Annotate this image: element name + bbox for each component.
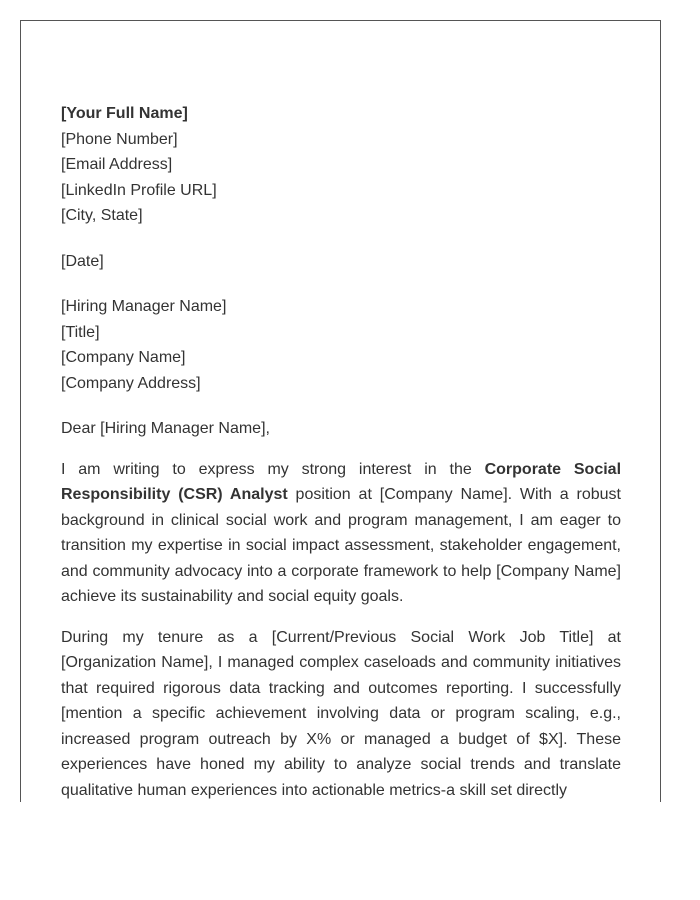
recipient-address: [Company Address] [61,374,201,392]
recipient-name: [Hiring Manager Name] [61,298,227,315]
sender-linkedin: [LinkedIn Profile URL] [61,181,217,199]
sender-location: [City, State] [61,207,143,224]
letter-page [20,20,661,802]
paragraph-1 [61,457,621,610]
date-block [61,249,621,275]
salutation: Dear [Hiring Manager Name], [61,420,270,437]
sender-email: [Email Address] [61,156,173,173]
sender-block [61,101,621,229]
recipient-company: [Company Name] [61,349,186,366]
paragraph-2: During my tenure as a [Current/Previous Social Work Job Title] at [Organization Name], I managed complex caseloads and community initiatives that required rigorous data tracking and outcomes reporting. I successfully [mention a specific achievement involving data or program scaling, e.g., increased program outreach by X% or managed a budget of $X]. These experiences have honed my ability to analyze social trends and translate qualitative human experiences into actionable metrics-a skill set directly [61,628,621,799]
sender-name: [Your Full Name] [61,105,188,122]
recipient-block [61,294,621,396]
recipient-title: [Title] [61,323,100,341]
paragraph-1-intro: I am writing to express my strong interest in the [61,460,485,478]
letter-content [61,101,621,802]
sender-phone: [Phone Number] [61,130,178,148]
letter-date: [Date] [61,252,104,270]
position-title: Corporate Social Responsibility (CSR) Analyst [61,460,622,503]
paragraph-1-rest: position at [Company Name]. With a robust background in clinical social work and program management, I am eager to transition my expertise in social impact assessment, stakeholder engagement, and community advocacy into a corporate framework to help [Company Name] achieve its sustainability and social equity goals. [61,486,622,605]
